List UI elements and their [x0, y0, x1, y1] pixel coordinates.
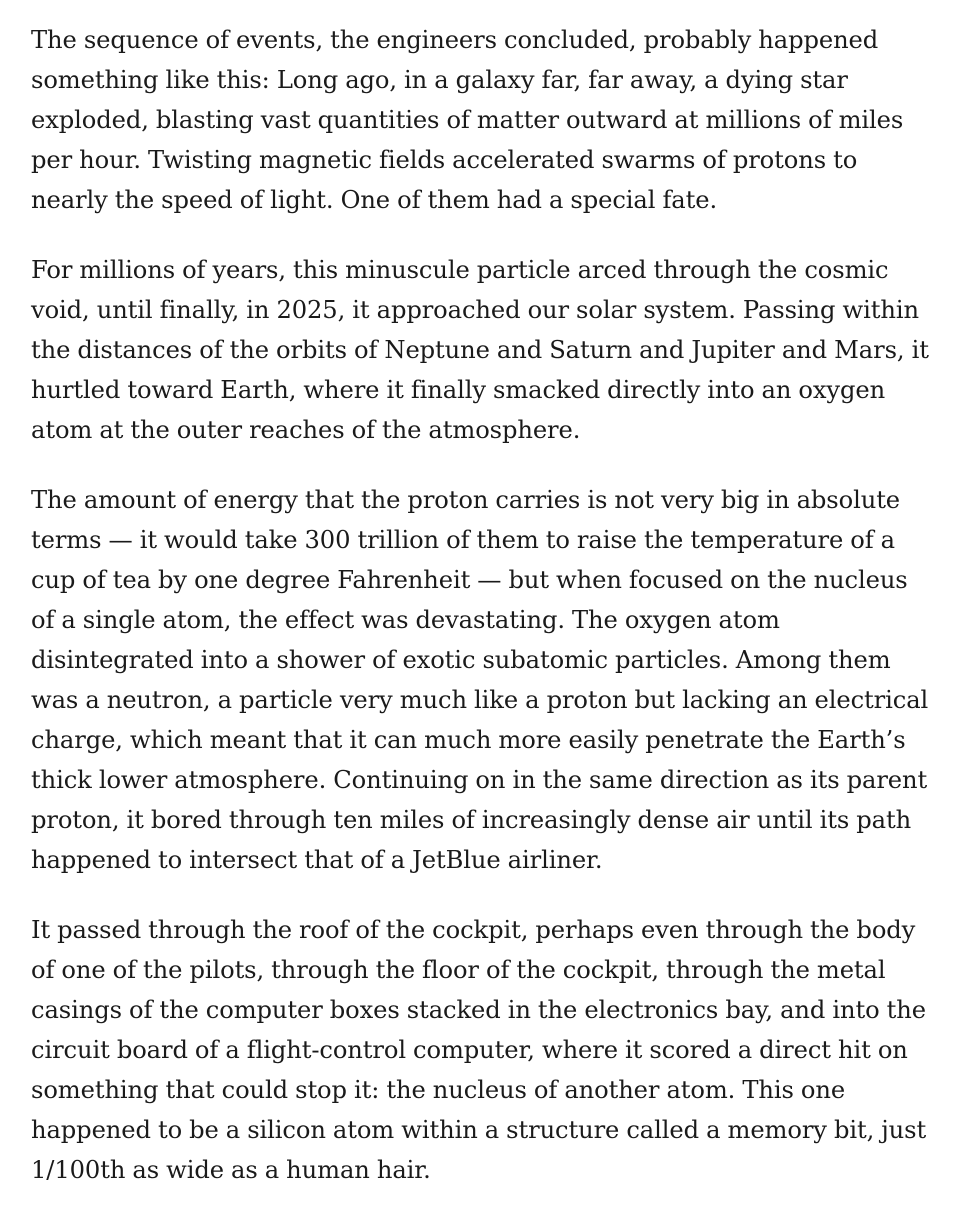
paragraph: For millions of years, this minuscule particle arced through the cosmic void, until finally, in 2025, it approached our solar system. Passing within the distances of the orbits of Neptune and Saturn and Jupiter and Mars, it hurtled toward Earth, where it finally smacked directly into an oxygen atom at the outer reaches of the atmosphere.: [31, 256, 929, 444]
paragraph: The amount of energy that the proton carries is not very big in absolute terms — it would take 300 trillion of them to raise the temperature of a cup of tea by one degree Fahrenheit — but when focused on the nucleus of a single atom, the effect was devastating. The oxygen atom disintegrated into a shower of exotic subatomic particles. Among them was a neutron, a particle very much like a proton but lacking an electrical charge, which meant that it can much more easily penetrate the Earth’s thick lower atmosphere. Continuing on in the same direction as its parent proton, it bored through ten miles of increasingly dense air until its path happened to intersect that of a JetBlue airliner.: [31, 486, 929, 874]
article-body: [31, 20, 936, 1220]
paragraph: The sequence of events, the engineers concluded, probably happened something like this: Long ago, in a galaxy far, far away, a dying star exploded, blasting vast quantities of matter outward at millions of miles per hour. Twisting magnetic fields accelerated swarms of protons to nearly the speed of light. One of them had a special fate.: [31, 26, 904, 214]
paragraph: It passed through the roof of the cockpit, perhaps even through the body of one of the pilots, through the floor of the cockpit, through the metal casings of the computer boxes stacked in the electronics bay, and into the circuit board of a flight-control computer, where it scored a direct hit on something that could stop it: the nucleus of another atom. This one happened to be a silicon atom within a structure called a memory bit, just 1/100th as wide as a human hair.: [31, 916, 927, 1184]
